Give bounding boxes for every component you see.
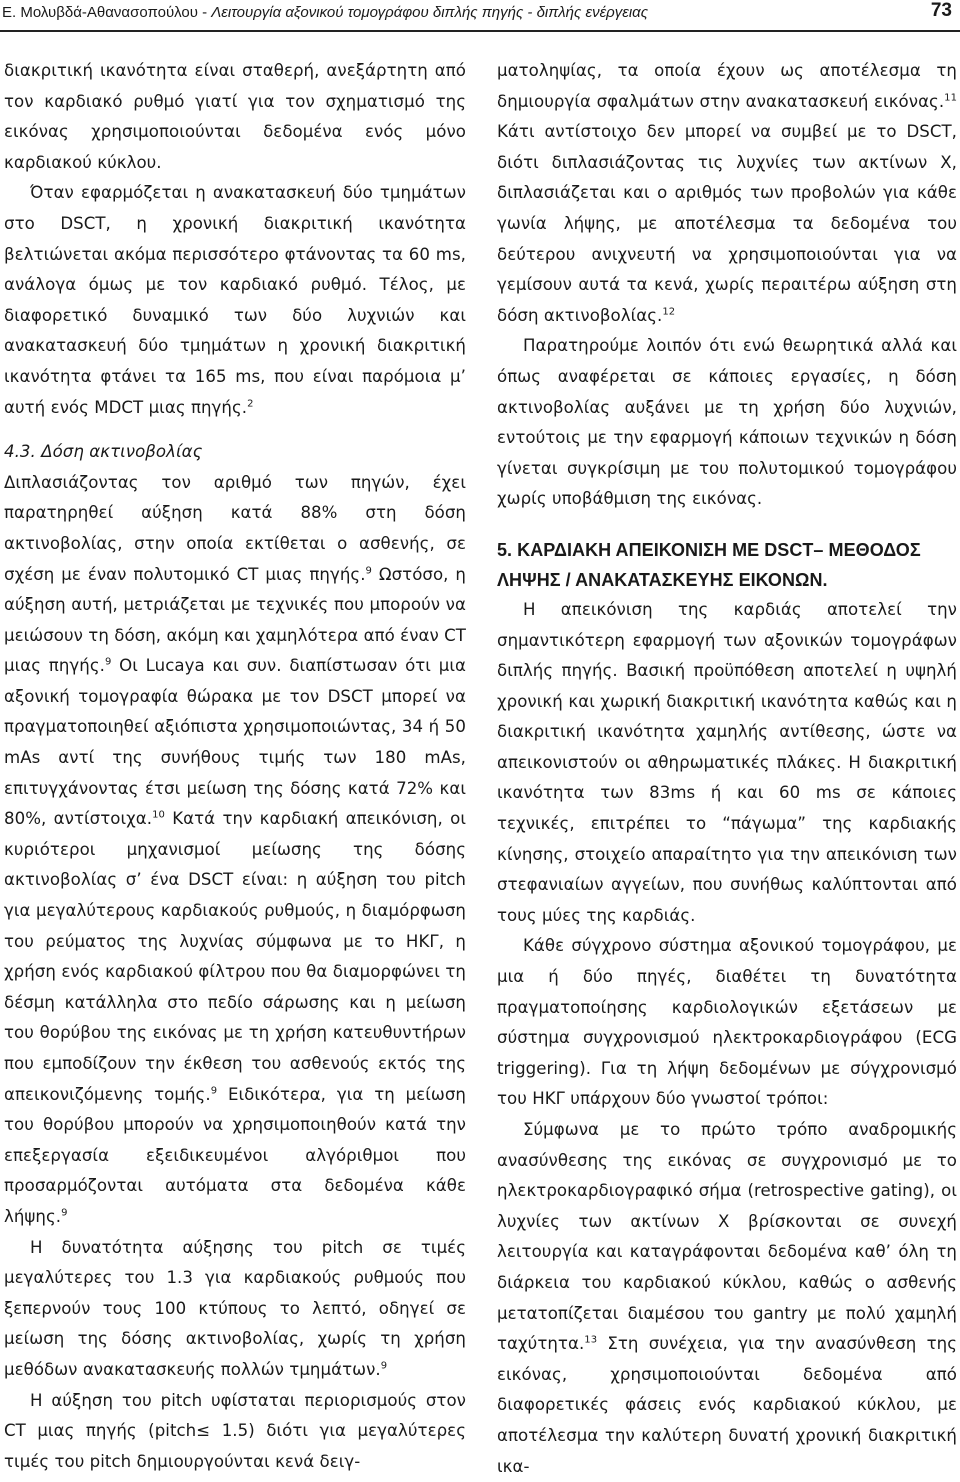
paragraph: Κάθε σύγχρονο σύστημα αξονικού τομογράφου, με μια ή δύο πηγές, διαθέτει τη δυνατότητα πραγματοποίησης καρδιολογικών εξετάσεων με σύστημα συγχρονισμού ηλεκτροκαρδιογράφου (ECG triggering). Για τη λήψη δεδομένων με σύγχρονισμό του ΗΚΓ υπάρχουν δύο γνωστοί τρόποι: xyxy=(497,936,957,1109)
section-heading: 5. ΚΑΡΔΙΑΚΗ ΑΠΕΙΚΟΝΙΣΗ ΜΕ DSCT– ΜΕΘΟΔΟΣ ΛΗΨΗΣ / ΑΝΑΚΑΤΑΣΚΕΥΗΣ ΕΙΚΟΝΩΝ. xyxy=(497,539,921,590)
right-column xyxy=(497,56,957,1482)
reference-marker: 13 xyxy=(584,1334,598,1346)
paragraph: Η απεικόνιση της καρδιάς αποτελεί την σημαντικότερη εφαρμογή των αξονικών τομογράφων διπλής πηγής. Βασική προϋπόθεση αποτελεί η υψηλή χρονική και χωρική διακριτική ικανότητα καθώς και η διακριτική ικανότητα χαμηλής αντίθεσης, ώστε να απεικονιστούν οι αθηρωματικές πλάκες. Η διακριτική ικανότητα των 83ms ή και 60 ms σε κάποιες τεχνικές, επιτρέπει το “πάγωμα” της καρδιακής κίνησης, στοιχείο απαραίτητο για την απεικόνιση των στεφανιαίων αγγείων, που συνήθως καλύπτονται από τους μύες της καρδιάς. xyxy=(497,599,957,925)
reference-marker: 9 xyxy=(380,1360,388,1372)
reference-marker: 9 xyxy=(104,656,112,668)
paragraph-text: ματοληψίας, τα οποία έχουν ως αποτέλεσμα τη δημιουργία σφαλμάτων στην ανακατασκευή εικόνας. xyxy=(497,61,957,111)
header-rule xyxy=(0,30,960,32)
paragraph xyxy=(4,468,466,1233)
running-head-title: Λειτουργία αξονικού τομογράφου διπλής πηγής - διπλής ενέργειας xyxy=(211,4,649,21)
paragraph-text: Η δυνατότητα αύξησης του pitch σε τιμές μεγαλύτερες του 1.3 για καρδιακούς ρυθμούς που ξεπερνούν τους 100 κτύπους το λεπτό, οδηγεί σε μείωση της δόσης ακτινοβολίας, χωρίς τη χρήση μεθόδων ανακατασκευής πολλών τμημάτων. xyxy=(4,1237,466,1379)
paragraph-text: Οι Lucaya και συν. διαπίστωσαν ότι μια αξονική τομογραφία θώρακα με τον DSCT μπορεί να πραγματοποιηθεί αξιόπιστα χρησιμοποιώντας, 34 ή 50 mAs αντί της συνήθους τιμής των 180 mAs, επιτυγχάνοντας έτσι μείωση της δόσης κατά 72% και 80%, αντίστοιχα. xyxy=(4,656,466,829)
paragraph xyxy=(4,1233,466,1386)
page-number: 73 xyxy=(930,0,952,21)
paragraph-text: Σύμφωνα με το πρώτο τρόπο αναδρομικής ανασύνθεσης της εικόνας σε συγχρονισμό με το ηλεκτροκαρδιογραφικό σήμα (retrospective gating), οι λυχνίες των ακτίνων Χ βρίσκονται σε συνεχή λειτουργία και καταγράφονται δεδομένα καθ’ όλη τη διάρκεια του καρδιακού κύκλου, καθώς ο ασθενής μετατοπίζεται διαμέσου του gantry με πολύ χαμηλή ταχύτητα. xyxy=(497,1120,957,1354)
reference-marker: 9 xyxy=(210,1085,218,1097)
paragraph-text: Διπλασιάζοντας τον αριθμό των πηγών, έχει παρατηρηθεί αύξηση κατά 88% στη δόση ακτινοβολίας, στην οποία εκτίθεται ο ασθενής, σε σχέση με έναν πολυτομικό CT μιας πηγής. xyxy=(4,472,466,584)
reference-marker: 10 xyxy=(152,809,165,821)
running-head xyxy=(2,2,648,24)
paragraph: Η αύξηση του pitch υφίσταται περιορισμούς στον CT μιας πηγής (pitch≤ 1.5) διότι για μεγαλύτερες τιμές του pitch δημιουργούνται κενά δειγ- xyxy=(4,1390,466,1471)
paragraph-text: Κατά την καρδιακή απεικόνιση, οι κυριότεροι μηχανισμοί μείωσης της δόσης ακτινοβολίας σ’ ένα DSCT είναι: η αύξηση του pitch για μεγαλύτερους καρδιακούς ρυθμούς, η διαμόρφωση του ρεύματος της λυχνίας σύμφωνα με το ΗΚΓ, η χρήση ενός καρδιακού φίλτρου που θα διαμορφώνει τη δέσμη κατάλληλα στο πεδίο σάρωσης και η μείωση του θορύβου της εικόνας με τη χρήση κατευθυντήρων που εμποδίζουν την έκθεση του ασθενούς εκτός της απεικονιζόμενης τομής. xyxy=(4,809,466,1104)
paragraph-text: Κάτι αντίστοιχο δεν μπορεί να συμβεί με το DSCT, διότι διπλασιάζοντας τις λυχνίες των ακτίνων Χ, διπλασιάζεται και ο αριθμός των προβολών για κάθε γωνία λήψης, με αποτέλεσμα τα δεδομένα του δεύτερου ανιχνευτή να χρησιμοποιούνται για να γεμίσουν αυτά τα κενά, χωρίς περαιτέρω αύξηση στη δόση ακτινοβολίας. xyxy=(497,122,957,325)
paragraph-text: Όταν εφαρμόζεται η ανακατασκευή δύο τμημάτων στο DSCT, η χρονική διακριτική ικανότητα βελτιώνεται ακόμα περισσότερο φτάνοντας τα 60 ms, ανάλογα όμως με τον καρδιακό ρυθμό. Τέλος, με διαφορετικό δυναμικό των δύο λυχνιών και ανακατασκευή δύο τμημάτων η χρονική διακριτική ικανότητα φτάνει τα 165 ms, που είναι παρόμοια μ’ αυτή ενός MDCT μιας πηγής. xyxy=(4,183,466,417)
left-column xyxy=(4,56,466,1477)
paragraph: Παρατηρούμε λοιπόν ότι ενώ θεωρητικά αλλά και όπως αναφέρεται σε κάποιες εργασίες, η δόση ακτινοβολίας αυξάνει με τη χρήση δύο λυχνιών, εντούτοις με την εφαρμογή κάποιων τεχνικών η δόση γίνεται συγκρίσιμη με του πολυτομικού τομογράφου χωρίς υποβάθμιση της εικόνας. xyxy=(497,336,957,509)
page-header xyxy=(0,0,960,34)
reference-marker: 11 xyxy=(944,92,957,104)
paragraph xyxy=(4,178,466,423)
subsection-heading: 4.3. Δόση ακτινοβολίας xyxy=(4,442,203,462)
paragraph-text: Ειδικότερα, για τη μείωση του θορύβου μπορούν να χρησιμοποιηθούν κατά την επεξεργασία εξειδικευμένοι αλγόριθμοι που προσαρμόζονται αυτόματα στα δεδομένα κάθε λήψης. xyxy=(4,1084,467,1226)
paragraph-text: Ωστόσο, η αύξηση αυτή, μετριάζεται με τεχνικές που μπορούν να μειώσουν τη δόση, ακόμη και χαμηλότερα από έναν CT μιας πηγής. xyxy=(4,564,466,676)
running-head-authors: Ε. Μολυβδά-Αθανασοπούλου - xyxy=(2,4,212,21)
reference-marker: 2 xyxy=(247,398,254,409)
reference-marker: 9 xyxy=(365,564,372,576)
paragraph xyxy=(497,56,957,331)
spacer xyxy=(4,423,466,429)
paragraph-text: Στη συνέχεια, για την ανασύνθεση της εικόνας, χρησιμοποιούνται δεδομένα από διαφορετικές φάσεις ενός καρδιακού κύκλου, με αποτέλεσμα την καλύτερη δυνατή χρονική διακριτική ικα- xyxy=(497,1334,957,1476)
paragraph xyxy=(497,1115,957,1482)
paragraph: διακριτική ικανότητα είναι σταθερή, ανεξάρτητη από τον καρδιακό ρυθμό γιατί για τον σχηματισμό της εικόνας χρησιμοποιούνται δεδομένα ενός μόνο καρδιακού κύκλου. xyxy=(4,61,466,172)
reference-marker: 9 xyxy=(61,1207,68,1219)
reference-marker: 12 xyxy=(662,306,676,318)
